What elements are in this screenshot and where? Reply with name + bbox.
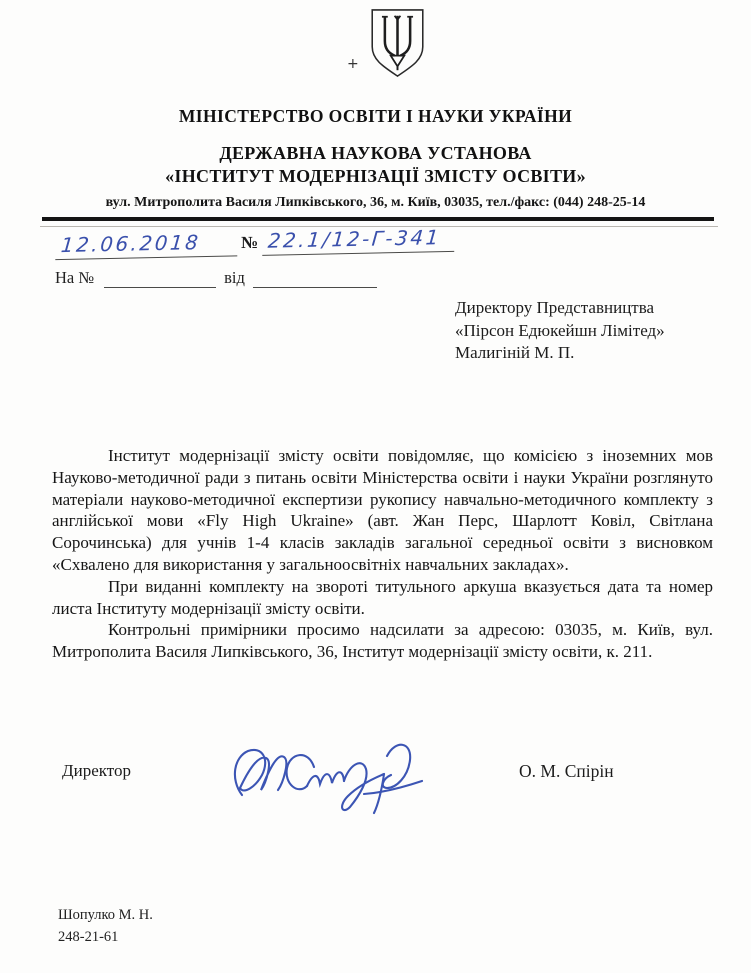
number-symbol: № — [241, 233, 259, 253]
body-paragraph: Контрольні примірники просимо надсилати за адресою: 03035, м. Київ, вул. Митрополита Василя Липківського, 36, Інститут модернізації змісту освіти, к. 211. — [52, 620, 713, 662]
executor-block — [58, 904, 153, 948]
recipient-line: Директору Представництва — [455, 298, 655, 317]
header-divider-thick — [42, 217, 714, 221]
recipient-block — [455, 297, 665, 365]
signer-name: О. М. Спірін — [519, 761, 614, 781]
organization-name-line1: ДЕРЖАВНА НАУКОВА УСТАНОВА — [219, 143, 532, 163]
letter-body — [52, 445, 713, 663]
outgoing-date-handwritten: 12.06.2018 — [60, 230, 202, 258]
executor-phone: 248-21-61 — [58, 929, 119, 945]
registration-mark: + — [347, 56, 359, 72]
reply-number-label: На № — [55, 268, 95, 287]
reply-reference-line — [55, 268, 377, 288]
body-paragraph: При виданні комплекту на звороті титульного аркуша вказується дата та номер листа Інституту модернізації змісту освіти. — [52, 576, 713, 618]
signer-title: Директор — [62, 761, 131, 780]
reply-number-blank — [104, 272, 216, 288]
outgoing-number-handwritten: 22.1/12-Г-341 — [267, 225, 442, 253]
ministry-title: МІНІСТЕРСТВО ОСВІТИ І НАУКИ УКРАЇНИ — [178, 106, 573, 126]
executor-name: Шопулко М. Н. — [58, 907, 153, 923]
body-paragraph: Інститут модернізації змісту освіти повідомляє, що комісією з іноземних мов Науково-методичної ради з питань освіти Міністерства освіти і науки України розглянуто матеріали науково-методичної експертизи рукопису навчально-методичного комплекту з англійської мови «Fly High Ukraine» (авт. Жан Перс, Шарлотт Ковіл, Світлана Сорочинська) для учнів 1-4 класів закладів загальної середньої освіти з висновком «Схвалено для використання у загальноосвітніх навчальних закладах». — [52, 446, 713, 574]
organization-address: вул. Митрополита Василя Липківського, 36, м. Київ, 03035, тел./факс: (044) 248-25-14 — [105, 195, 646, 210]
recipient-line: «Пірсон Едюкейшн Лімітед» — [455, 320, 665, 340]
reply-date-label: від — [224, 268, 245, 287]
recipient-line: Малигіній М. П. — [455, 343, 575, 362]
outgoing-reference-line — [55, 225, 455, 260]
handwritten-signature — [226, 731, 436, 836]
reply-date-blank — [253, 272, 377, 288]
organization-name-line2: «ІНСТИТУТ МОДЕРНІЗАЦІЇ ЗМІСТУ ОСВІТИ» — [165, 166, 586, 186]
ukraine-trident-emblem — [368, 8, 427, 83]
